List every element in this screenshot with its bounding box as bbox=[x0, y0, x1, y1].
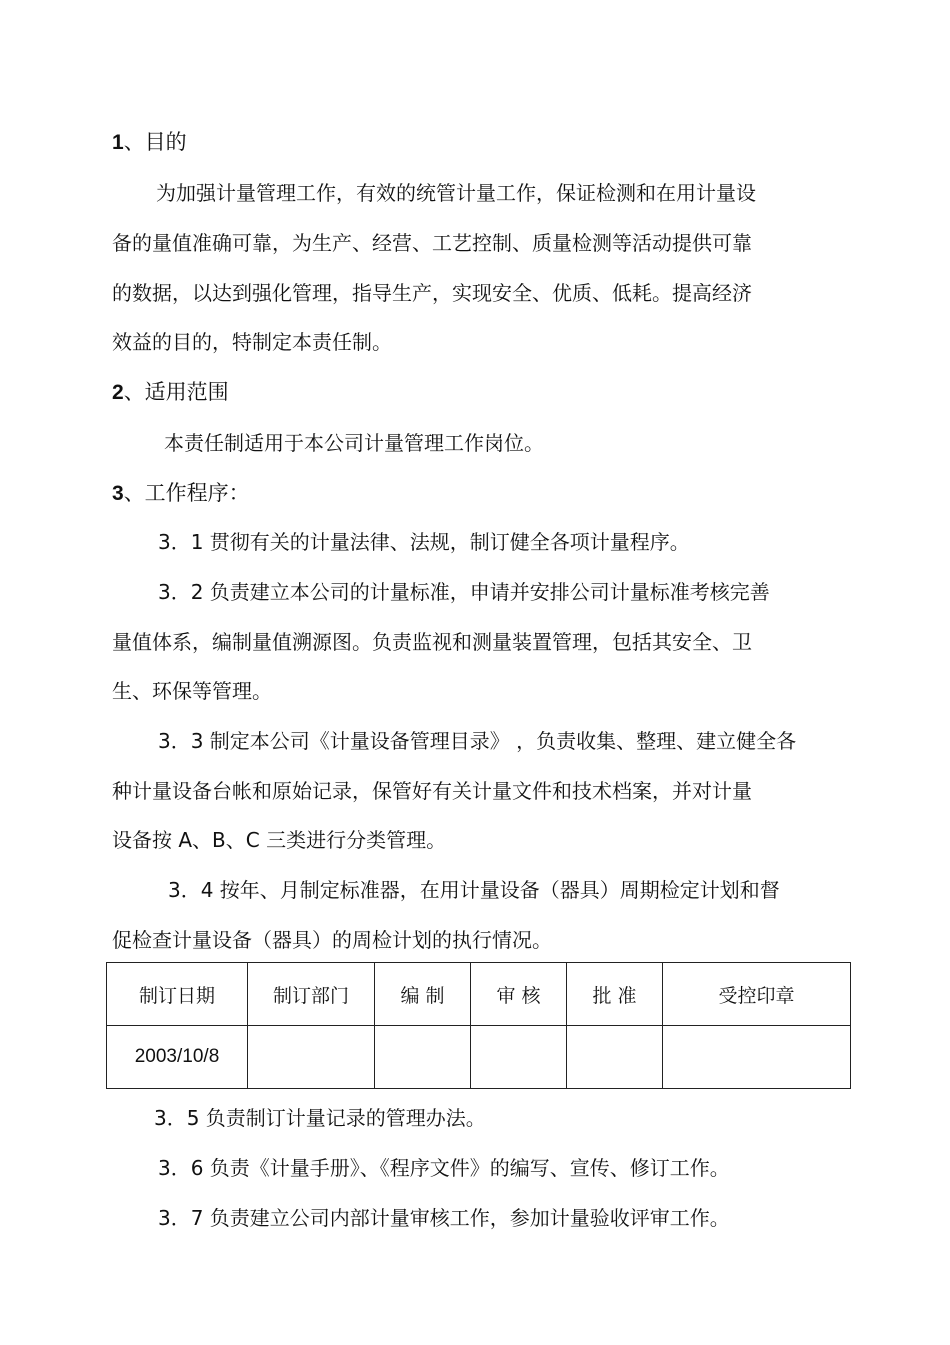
item-3-2: 3．2 负责建立本公司的计量标准，申请并安排公司计量标准考核完善 bbox=[158, 580, 770, 604]
section-number: 3 bbox=[112, 482, 124, 505]
section-title: 、适用范围 bbox=[123, 380, 229, 404]
section-1-heading bbox=[112, 130, 187, 155]
item-3-1: 3．1 贯彻有关的计量法律、法规，制订健全各项计量程序。 bbox=[158, 530, 690, 554]
table-cell bbox=[663, 1026, 851, 1089]
table-header-cell: 批 准 bbox=[567, 963, 663, 1026]
paragraph-line: 效益的目的，特制定本责任制。 bbox=[112, 330, 392, 354]
section-title: 、工作程序： bbox=[123, 481, 250, 505]
item-3-6: 3．6 负责《计量手册》、《程序文件》的编写、宣传、修订工作。 bbox=[158, 1156, 730, 1180]
paragraph-line: 种计量设备台帐和原始记录，保管好有关计量文件和技术档案，并对计量 bbox=[112, 779, 752, 803]
paragraph-line: 促检查计量设备（器具）的周检计划的执行情况。 bbox=[112, 928, 552, 952]
paragraph-line: 的数据，以达到强化管理，指导生产，实现安全、优质、低耗。提高经济 bbox=[112, 281, 752, 305]
paragraph-line: 量值体系，编制量值溯源图。负责监视和测量装置管理，包括其安全、卫 bbox=[112, 630, 752, 654]
table-header-cell: 制订日期 bbox=[107, 963, 248, 1026]
item-3-4: 3．4 按年、月制定标准器，在用计量设备（器具）周期检定计划和督 bbox=[168, 878, 780, 902]
table-cell bbox=[375, 1026, 471, 1089]
section-title: 、目的 bbox=[123, 130, 187, 154]
section-2-heading bbox=[112, 380, 229, 405]
table-cell bbox=[248, 1026, 375, 1089]
item-3-7: 3．7 负责建立公司内部计量审核工作，参加计量验收评审工作。 bbox=[158, 1206, 730, 1230]
table-header-cell: 编 制 bbox=[375, 963, 471, 1026]
paragraph-line: 备的量值准确可靠，为生产、经营、工艺控制、质量检测等活动提供可靠 bbox=[112, 231, 752, 255]
paragraph-line: 本责任制适用于本公司计量管理工作岗位。 bbox=[164, 431, 544, 455]
table-cell-date: 2003/10/8 bbox=[107, 1026, 248, 1089]
table-cell bbox=[567, 1026, 663, 1089]
table-header-cell: 制订部门 bbox=[248, 963, 375, 1026]
section-number: 2 bbox=[112, 381, 124, 404]
item-3-5: 3．5 负责制订计量记录的管理办法。 bbox=[154, 1106, 486, 1130]
signoff-table bbox=[106, 962, 851, 1089]
section-number: 1 bbox=[112, 131, 124, 154]
table-row bbox=[107, 1026, 851, 1089]
item-3-3: 3．3 制定本公司《计量设备管理目录》 ，负责收集、整理、建立健全各 bbox=[158, 729, 797, 753]
table-cell bbox=[471, 1026, 567, 1089]
paragraph-line: 设备按 A、B、C 三类进行分类管理。 bbox=[112, 828, 447, 852]
table-header-row bbox=[107, 963, 851, 1026]
table-header-cell: 审 核 bbox=[471, 963, 567, 1026]
section-3-heading bbox=[112, 481, 250, 506]
paragraph-line: 为加强计量管理工作，有效的统管计量工作，保证检测和在用计量设 bbox=[156, 181, 756, 205]
table-header-cell: 受控印章 bbox=[663, 963, 851, 1026]
paragraph-line: 生、环保等管理。 bbox=[112, 679, 272, 703]
